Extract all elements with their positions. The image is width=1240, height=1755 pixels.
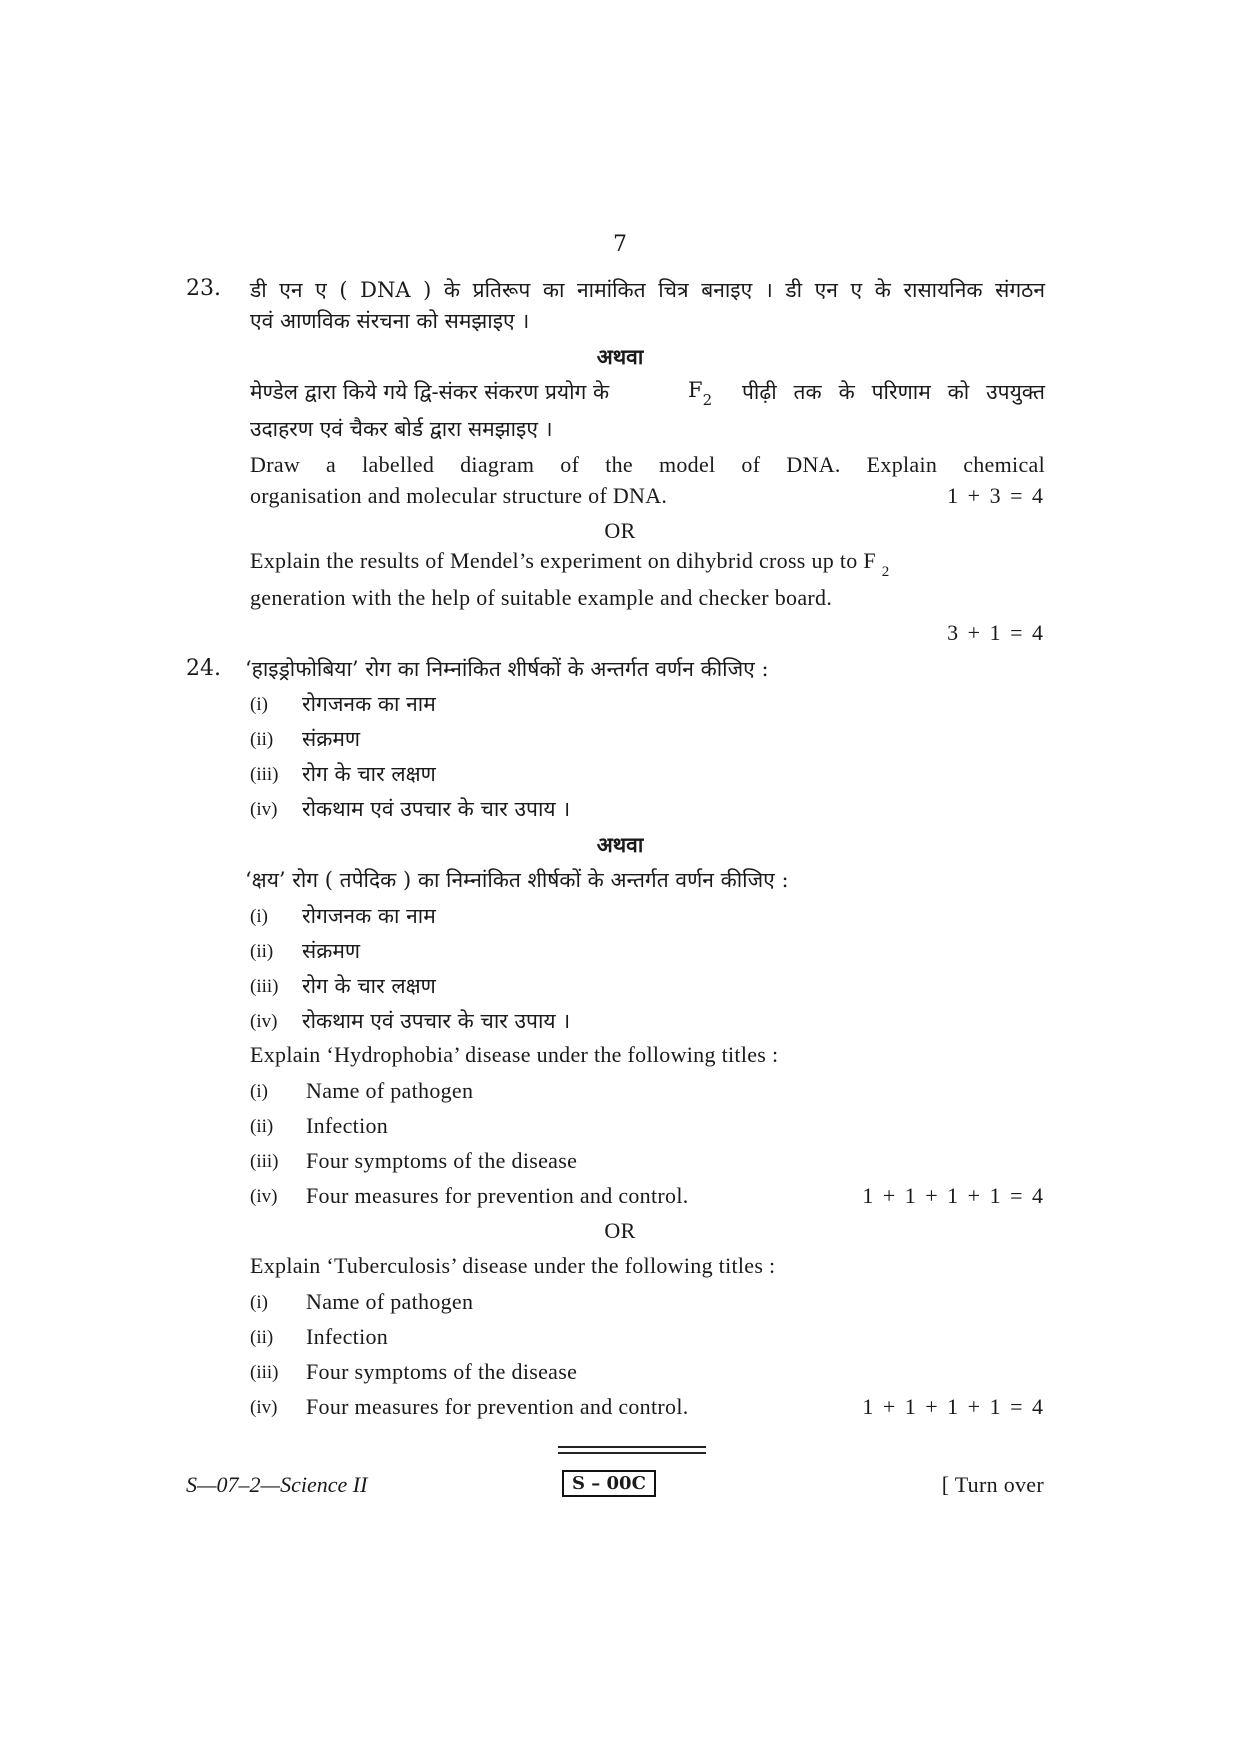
q23-hindi-alt-sub: 2: [702, 391, 713, 409]
q24-hindi-alt-item1-text: रोगजनक का नाम: [302, 904, 436, 928]
end-rule-bottom: [558, 1452, 706, 1454]
q24-marks-1: 1 + 1 + 1 + 1 = 4: [862, 1183, 1045, 1208]
q23-hindi-or: अथवा: [596, 344, 644, 369]
q24-hindi-item2-num: (ii): [250, 729, 274, 750]
q24-english-item3-num: (iii): [250, 1151, 279, 1172]
q24-english-alt-item3-text: Four symptoms of the disease: [306, 1359, 578, 1384]
q24-english-alt-item2-text: Infection: [306, 1324, 389, 1349]
paper-code-box: S – 00C: [562, 1470, 656, 1497]
q24-hindi-alt-item2-num: (ii): [250, 941, 274, 962]
q24-hindi-item2-text: संक्रमण: [302, 727, 361, 751]
turn-over-note: [ Turn over: [941, 1472, 1044, 1497]
q23-hindi-alt-line1-b: पीढ़ी तक के परिणाम को उपयुक्त: [742, 380, 1045, 404]
q24-english-alt-item4-num: (iv): [250, 1397, 278, 1418]
q24-hindi-item3-num: (iii): [250, 764, 279, 785]
q23-english-alt-line1: [250, 548, 890, 580]
q23-english-line1: Draw a labelled diagram of the model of DNA. Explain chemical: [250, 452, 1045, 477]
q24-english-item4-text: Four measures for prevention and control.: [306, 1183, 689, 1208]
q23-english-or: OR: [604, 518, 636, 543]
q24-english-intro1: Explain ‘Hydrophobia’ disease under the following titles :: [250, 1042, 779, 1067]
q24-hindi-alt-item4-num: (iv): [250, 1011, 278, 1032]
q24-english-item1-num: (i): [250, 1081, 268, 1102]
q24-hindi-item4-text: रोकथाम एवं उपचार के चार उपाय ।: [302, 797, 571, 821]
q24-hindi-alt-item3-text: रोग के चार लक्षण: [302, 974, 436, 998]
q24-hindi-item4-num: (iv): [250, 799, 278, 820]
question-number-24: 24.: [186, 656, 221, 681]
q23-hindi-line2: एवं आणविक संरचना को समझाइए ।: [250, 309, 530, 333]
q23-hindi-alt-line2: उदाहरण एवं चैकर बोर्ड द्वारा समझाइए ।: [250, 417, 553, 441]
q23-english-alt-sub: 2: [881, 564, 890, 580]
q24-hindi-item1-text: रोगजनक का नाम: [302, 692, 436, 716]
q24-hindi-intro1: ‘हाइड्रोफोबिया’ रोग का निम्नांकित शीर्षकों के अन्तर्गत वर्णन कीजिए :: [245, 657, 769, 681]
question-number-23: 23.: [186, 276, 221, 301]
q24-english-item3-text: Four symptoms of the disease: [306, 1148, 578, 1173]
q24-marks-2: 1 + 1 + 1 + 1 = 4: [862, 1394, 1045, 1419]
q23-hindi-alt-f2: [688, 378, 713, 409]
q23-hindi-alt-f: F: [688, 378, 703, 402]
footer-series-code: S—07–2—Science II: [186, 1472, 368, 1497]
q24-hindi-alt-item3-num: (iii): [250, 976, 279, 997]
q23-hindi-alt-line1-a: मेण्डेल द्वारा किये गये द्वि-संकर संकरण प्रयोग के: [250, 380, 610, 404]
page-number: 7: [613, 232, 627, 257]
q24-hindi-alt-item1-num: (i): [250, 906, 268, 927]
q24-hindi-alt-item2-text: संक्रमण: [302, 939, 361, 963]
q24-english-alt-item4-text: Four measures for prevention and control.: [306, 1394, 689, 1419]
q24-english-item1-text: Name of pathogen: [306, 1078, 474, 1103]
q23-hindi-line1: डी एन ए ( DNA ) के प्रतिरूप का नामांकित चित्र बनाइए । डी एन ए के रासायनिक संगठन: [250, 278, 1045, 302]
q24-hindi-alt-item4-text: रोकथाम एवं उपचार के चार उपाय ।: [302, 1009, 571, 1033]
q24-english-item4-num: (iv): [250, 1186, 278, 1207]
end-rule-top: [558, 1446, 706, 1448]
q24-english-alt-item2-num: (ii): [250, 1327, 274, 1348]
q24-hindi-item3-text: रोग के चार लक्षण: [302, 762, 436, 786]
q24-hindi-or: अथवा: [596, 832, 644, 857]
q24-english-item2-num: (ii): [250, 1116, 274, 1137]
q23-marks-2: 3 + 1 = 4: [947, 620, 1045, 645]
q23-english-alt-line1-text: Explain the results of Mendel’s experiment on dihybrid cross up to F: [250, 548, 876, 573]
q23-english-alt-line2: generation with the help of suitable example and checker board.: [250, 585, 833, 610]
q24-english-intro2: Explain ‘Tuberculosis’ disease under the following titles :: [250, 1253, 776, 1278]
q24-english-alt-item3-num: (iii): [250, 1362, 279, 1383]
q24-hindi-intro2: ‘क्षय’ रोग ( तपेदिक ) का निम्नांकित शीर्षकों के अन्तर्गत वर्णन कीजिए :: [245, 868, 789, 892]
q23-marks-1: 1 + 3 = 4: [947, 483, 1045, 508]
q24-hindi-item1-num: (i): [250, 694, 268, 715]
q24-english-alt-item1-text: Name of pathogen: [306, 1289, 474, 1314]
q23-english-line2: organisation and molecular structure of DNA.: [250, 483, 668, 508]
q24-english-or: OR: [604, 1218, 636, 1243]
q24-english-alt-item1-num: (i): [250, 1292, 268, 1313]
q24-english-item2-text: Infection: [306, 1113, 389, 1138]
